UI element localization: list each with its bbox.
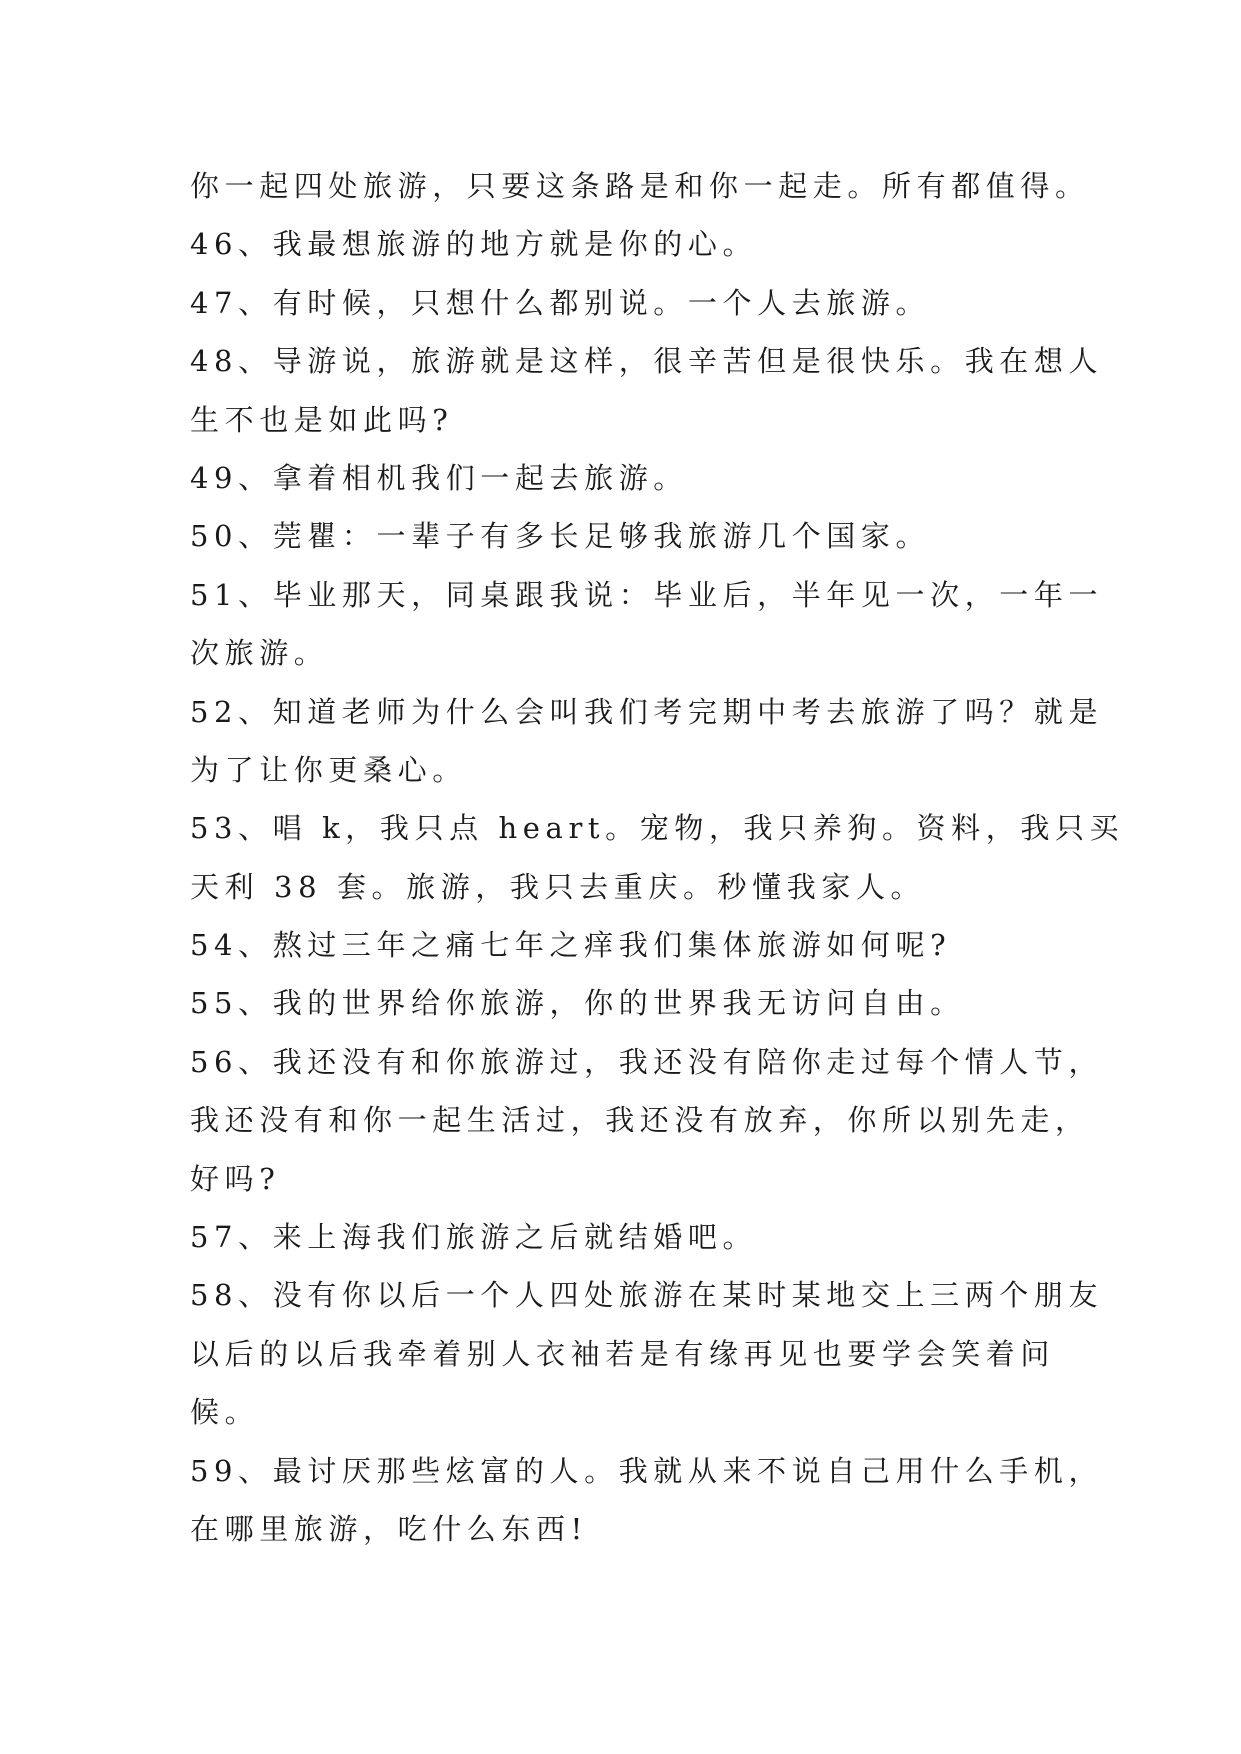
text-line: 51、毕业那天，同桌跟我说：毕业后，半年见一次，一年一 <box>190 577 1104 612</box>
text-line: 50、莞瞿：一辈子有多长足够我旅游几个国家。 <box>190 519 931 554</box>
text-line: 53、唱 k，我只点 heart。宠物，我只养狗。资料，我只买 <box>190 811 1125 846</box>
text-line: 生不也是如此吗? <box>190 402 454 437</box>
text-line: 以后的以后我牵着别人衣袖若是有缘再见也要学会笑着问 <box>190 1336 1056 1371</box>
text-line: 我还没有和你一起生活过，我还没有放弃，你所以别先走， <box>190 1103 1090 1138</box>
text-line: 59、最讨厌那些炫富的人。我就从来不说自己用什么手机， <box>190 1453 1104 1488</box>
text-line: 在哪里旅游，吃什么东西! <box>190 1511 588 1546</box>
text-line: 候。 <box>190 1395 260 1430</box>
body-text <box>190 157 1125 1558</box>
text-line: 58、没有你以后一个人四处旅游在某时某地交上三两个朋友 <box>190 1278 1104 1313</box>
text-line: 48、导游说，旅游就是这样，很辛苦但是很快乐。我在想人 <box>190 344 1104 379</box>
text-line: 好吗? <box>190 1161 281 1196</box>
text-line: 你一起四处旅游，只要这条路是和你一起走。所有都值得。 <box>190 169 1090 203</box>
text-line: 46、我最想旅游的地方就是你的心。 <box>190 227 758 262</box>
text-line: 次旅游。 <box>190 636 329 671</box>
text-line: 天利 38 套。旅游，我只去重庆。秒懂我家人。 <box>190 869 926 904</box>
text-line: 49、拿着相机我们一起去旅游。 <box>190 460 688 495</box>
text-line: 56、我还没有和你旅游过，我还没有陪你走过每个情人节， <box>190 1044 1104 1079</box>
text-line: 55、我的世界给你旅游，你的世界我无访问自由。 <box>190 986 965 1021</box>
text-line: 47、有时候，只想什么都别说。一个人去旅游。 <box>190 285 931 320</box>
text-line: 为了让你更桑心。 <box>190 752 467 787</box>
text-line: 52、知道老师为什么会叫我们考完期中考去旅游了吗？就是 <box>190 694 1104 729</box>
text-line: 57、来上海我们旅游之后就结婚吧。 <box>190 1220 758 1255</box>
text-line: 54、熬过三年之痛七年之痒我们集体旅游如何呢? <box>190 928 952 963</box>
